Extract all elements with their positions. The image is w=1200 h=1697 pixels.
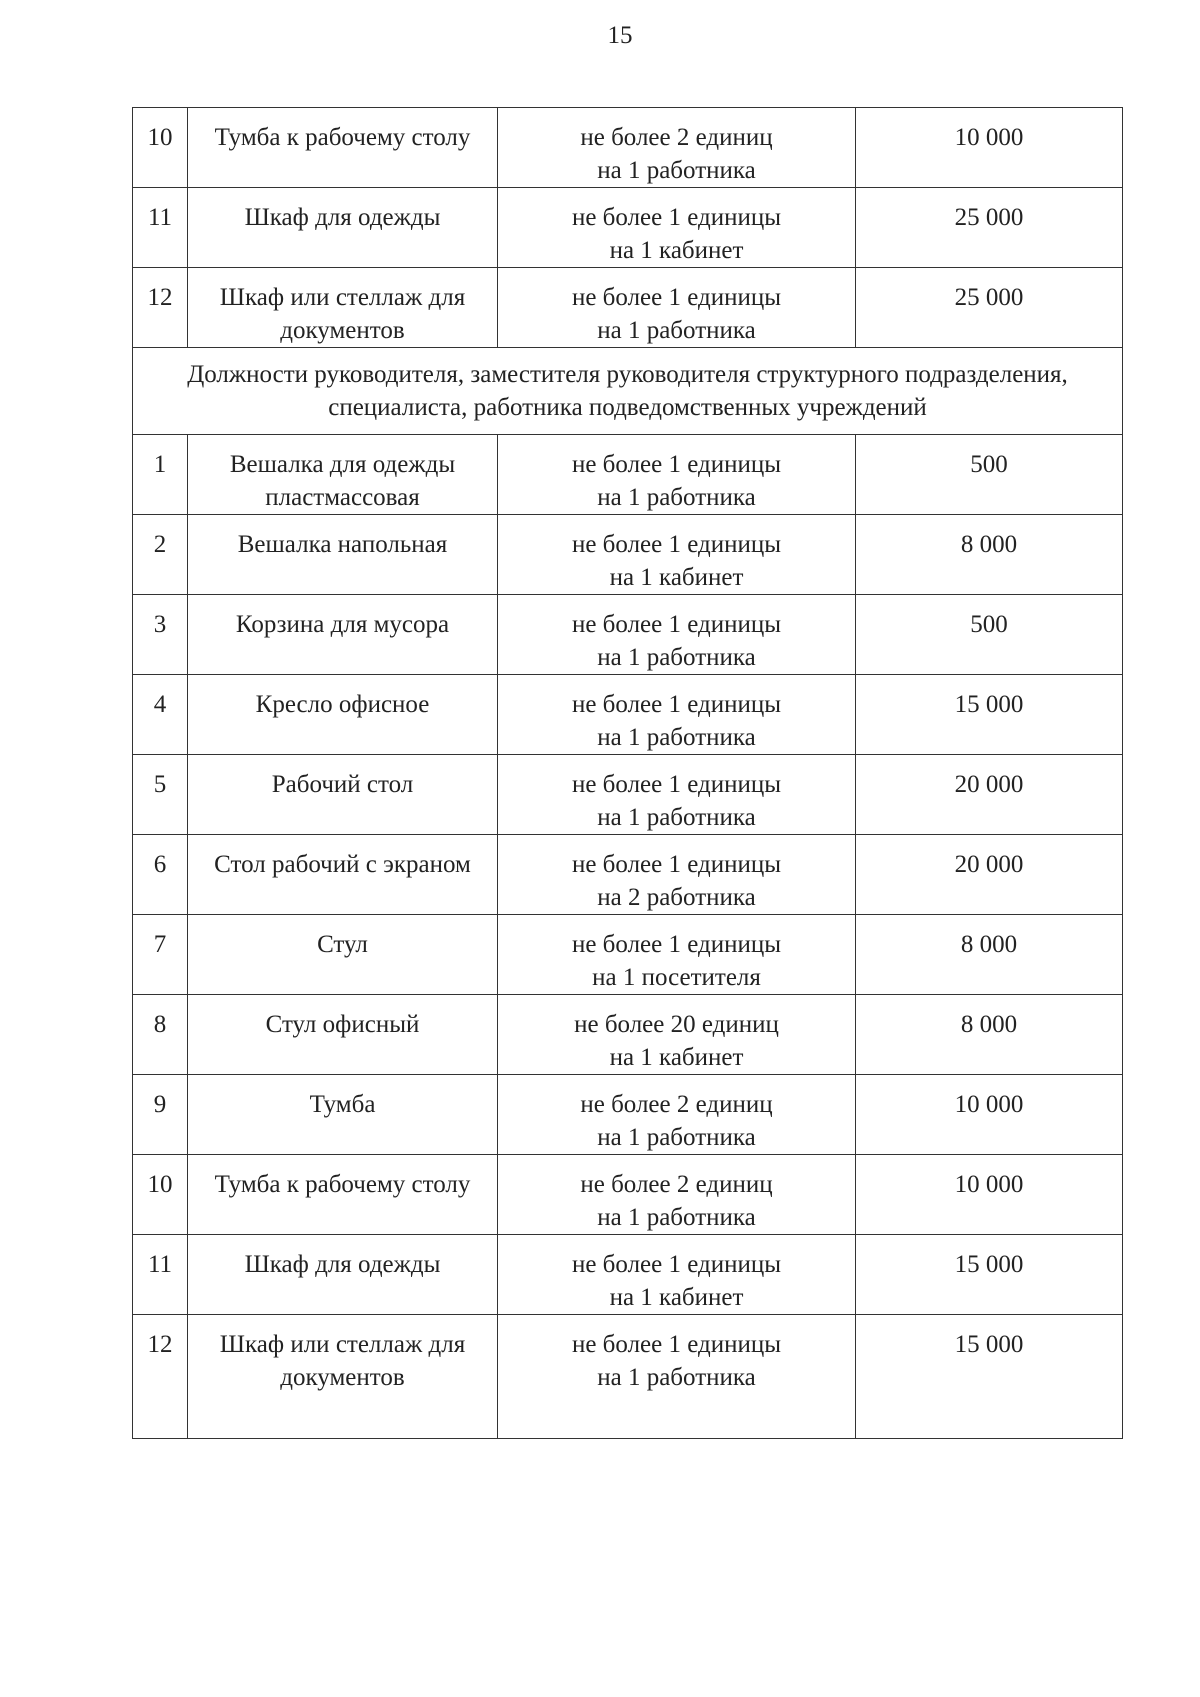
norm-per: на 1 работника bbox=[597, 1204, 756, 1231]
norm-quantity: не более 2 единиц bbox=[580, 1171, 773, 1198]
norm-per: на 1 работника bbox=[597, 157, 756, 184]
row-number-cell: 11 bbox=[133, 1235, 188, 1315]
item-name-cell: Тумба к рабочему столу bbox=[188, 1155, 498, 1235]
row-number-cell: 6 bbox=[133, 835, 188, 915]
row-number-cell: 2 bbox=[133, 515, 188, 595]
table-row bbox=[133, 188, 1123, 268]
section-heading: Должности руководителя, заместителя руководителя структурного подразделения, специалиста, работника подведомственных учреждений bbox=[133, 348, 1123, 435]
price-cell: 25 000 bbox=[856, 188, 1123, 268]
row-number-cell: 12 bbox=[133, 268, 188, 348]
table-row bbox=[133, 1075, 1123, 1155]
norm-cell bbox=[498, 595, 856, 675]
norm-cell bbox=[498, 995, 856, 1075]
table-row bbox=[133, 268, 1123, 348]
row-number-cell: 7 bbox=[133, 915, 188, 995]
norm-quantity: не более 1 единицы bbox=[571, 931, 782, 958]
price-cell: 500 bbox=[856, 435, 1123, 515]
price-cell: 20 000 bbox=[856, 755, 1123, 835]
table-row bbox=[133, 1315, 1123, 1439]
item-name-cell: Шкаф или стеллаж для документов bbox=[188, 268, 498, 348]
price-cell: 8 000 bbox=[856, 915, 1123, 995]
norm-quantity: не более 20 единиц bbox=[574, 1011, 779, 1038]
norm-quantity: не более 1 единицы bbox=[571, 1331, 782, 1358]
norm-per: на 1 кабинет bbox=[609, 1044, 744, 1071]
norm-cell bbox=[498, 1075, 856, 1155]
item-name-cell: Стол рабочий с экраном bbox=[188, 835, 498, 915]
item-name-cell: Кресло офисное bbox=[188, 675, 498, 755]
table-row bbox=[133, 435, 1123, 515]
norm-per: на 1 работника bbox=[597, 724, 756, 751]
table-row bbox=[133, 1235, 1123, 1315]
section-heading-row bbox=[133, 348, 1123, 435]
price-cell: 500 bbox=[856, 595, 1123, 675]
norm-quantity: не более 1 единицы bbox=[571, 451, 782, 478]
row-number-cell: 1 bbox=[133, 435, 188, 515]
table-row bbox=[133, 515, 1123, 595]
item-name-cell: Вешалка напольная bbox=[188, 515, 498, 595]
table-row bbox=[133, 675, 1123, 755]
table-row bbox=[133, 995, 1123, 1075]
item-name-cell: Стул bbox=[188, 915, 498, 995]
price-cell: 10 000 bbox=[856, 108, 1123, 188]
price-cell: 15 000 bbox=[856, 1315, 1123, 1439]
norm-cell bbox=[498, 835, 856, 915]
item-name-cell: Корзина для мусора bbox=[188, 595, 498, 675]
table-row bbox=[133, 595, 1123, 675]
table-row bbox=[133, 108, 1123, 188]
norm-per: на 1 работника bbox=[597, 644, 756, 671]
item-name-cell: Вешалка для одежды пластмассовая bbox=[188, 435, 498, 515]
price-cell: 25 000 bbox=[856, 268, 1123, 348]
furniture-norms-table bbox=[132, 107, 1123, 1439]
row-number-cell: 3 bbox=[133, 595, 188, 675]
norm-cell bbox=[498, 268, 856, 348]
price-cell: 8 000 bbox=[856, 995, 1123, 1075]
table-row bbox=[133, 755, 1123, 835]
price-cell: 15 000 bbox=[856, 675, 1123, 755]
page-number: 15 bbox=[607, 22, 633, 49]
norm-cell bbox=[498, 915, 856, 995]
norm-cell bbox=[498, 435, 856, 515]
norm-cell bbox=[498, 188, 856, 268]
norm-cell bbox=[498, 1315, 856, 1439]
table-row bbox=[133, 915, 1123, 995]
norm-quantity: не более 2 единиц bbox=[580, 1091, 773, 1118]
norm-cell bbox=[498, 755, 856, 835]
norm-per: на 1 работника bbox=[597, 317, 756, 344]
norm-cell bbox=[498, 108, 856, 188]
price-cell: 15 000 bbox=[856, 1235, 1123, 1315]
item-name-cell: Стул офисный bbox=[188, 995, 498, 1075]
norm-quantity: не более 1 единицы bbox=[571, 531, 782, 558]
norm-per: на 1 кабинет bbox=[609, 564, 744, 591]
price-cell: 8 000 bbox=[856, 515, 1123, 595]
norm-quantity: не более 1 единицы bbox=[571, 1251, 782, 1278]
item-name-cell: Тумба bbox=[188, 1075, 498, 1155]
norm-per: на 2 работника bbox=[597, 884, 756, 911]
norm-cell bbox=[498, 675, 856, 755]
row-number-cell: 10 bbox=[133, 1155, 188, 1235]
table-row bbox=[133, 1155, 1123, 1235]
price-cell: 10 000 bbox=[856, 1155, 1123, 1235]
item-name-cell: Рабочий стол bbox=[188, 755, 498, 835]
norm-cell bbox=[498, 1235, 856, 1315]
norm-per: на 1 кабинет bbox=[609, 1284, 744, 1311]
norm-per: на 1 работника bbox=[597, 1124, 756, 1151]
norm-quantity: не более 2 единиц bbox=[580, 124, 773, 151]
norm-quantity: не более 1 единицы bbox=[571, 851, 782, 878]
norm-quantity: не более 1 единицы bbox=[571, 284, 782, 311]
row-number-cell: 5 bbox=[133, 755, 188, 835]
norm-quantity: не более 1 единицы bbox=[571, 771, 782, 798]
norm-per: на 1 работника bbox=[597, 1364, 756, 1391]
row-number-cell: 12 bbox=[133, 1315, 188, 1439]
price-cell: 10 000 bbox=[856, 1075, 1123, 1155]
row-number-cell: 10 bbox=[133, 108, 188, 188]
norm-quantity: не более 1 единицы bbox=[571, 204, 782, 231]
table-row bbox=[133, 835, 1123, 915]
item-name-cell: Шкаф или стеллаж для документов bbox=[188, 1315, 498, 1439]
row-number-cell: 4 bbox=[133, 675, 188, 755]
norm-per: на 1 работника bbox=[597, 484, 756, 511]
norm-per: на 1 работника bbox=[597, 804, 756, 831]
item-name-cell: Шкаф для одежды bbox=[188, 1235, 498, 1315]
row-number-cell: 11 bbox=[133, 188, 188, 268]
norm-quantity: не более 1 единицы bbox=[571, 691, 782, 718]
norm-quantity: не более 1 единицы bbox=[571, 611, 782, 638]
norm-cell bbox=[498, 1155, 856, 1235]
norm-per: на 1 кабинет bbox=[609, 237, 744, 264]
row-number-cell: 9 bbox=[133, 1075, 188, 1155]
norm-per: на 1 посетителя bbox=[592, 964, 761, 991]
item-name-cell: Шкаф для одежды bbox=[188, 188, 498, 268]
row-number-cell: 8 bbox=[133, 995, 188, 1075]
norm-cell bbox=[498, 515, 856, 595]
price-cell: 20 000 bbox=[856, 835, 1123, 915]
item-name-cell: Тумба к рабочему столу bbox=[188, 108, 498, 188]
